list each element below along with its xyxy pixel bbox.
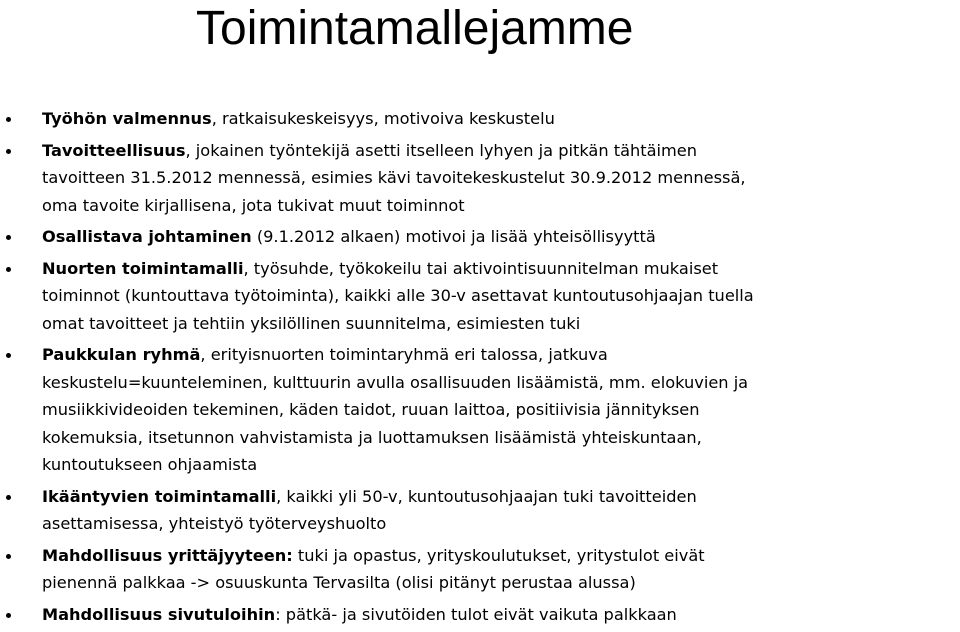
bullet-lead: Mahdollisuus sivutuloihin [42,604,276,624]
bullet-item [0,137,960,220]
bullet-line [42,223,956,251]
bullet-item [0,341,960,479]
bullet-dot-icon [6,117,11,122]
bullet-line: keskustelu=kuunteleminen, kulttuurin avulla osallisuuden lisäämistä, mm. elokuvien ja [42,372,749,392]
bullet-dot-icon [6,149,11,154]
bullet-item [0,255,960,338]
bullet-text: , ratkaisukeskeisyys, motivoiva keskustelu [211,109,555,128]
bullet-line [42,341,956,369]
bullet-text: : pätkä- ja sivutöiden tulot eivät vaikuta palkkaan [275,604,677,624]
slide-title: Toimintamallejamme [196,2,634,55]
bullet-item [0,483,960,538]
bullet-line: tavoitteen 31.5.2012 mennessä, esimies kävi tavoitekeskustelut 30.9.2012 mennessä, [42,168,746,187]
bullet-line: oma tavoite kirjallisena, jota tukivat muut toiminnot [42,195,465,215]
bullet-text: , työsuhde, työkokeilu tai aktivointisuunnitelman mukaiset [243,258,719,278]
bullet-list [0,105,960,632]
bullet-text: , jokainen työntekijä asetti itselleen lyhyen ja pitkän tähtäimen [185,140,698,160]
bullet-item [0,105,960,133]
bullet-line [42,137,956,165]
bullet-line: omat tavoitteet ja tehtiin yksilöllinen suunnitelma, esimiesten tuki [42,313,581,333]
bullet-line: toiminnot (kuntouttava työtoiminta), kaikki alle 30-v asettavat kuntoutusohjaajan tuella [42,286,754,305]
bullet-dot-icon [6,235,11,240]
bullet-lead: Osallistava johtaminen [42,227,252,246]
bullet-item [0,542,960,597]
bullet-dot-icon [6,495,11,500]
bullet-line [42,105,956,133]
bullet-text: tuki ja opastus, yrityskoulutukset, yritystulot eivät [292,545,705,565]
bullet-lead: Mahdollisuus yrittäjyyteen: [42,545,293,565]
bullet-item [0,601,960,629]
bullet-dot-icon [6,267,11,272]
bullet-lead: Nuorten toimintamalli [42,258,244,278]
bullet-text: (9.1.2012 alkaen) motivoi ja lisää yhteisöllisyyttä [251,227,656,246]
bullet-lead: Paukkulan ryhmä [42,345,201,364]
bullet-line [42,483,956,511]
bullet-line: kuntoutukseen ohjaamista [42,455,258,474]
bullet-dot-icon [6,353,11,358]
bullet-dot-icon [6,554,11,559]
bullet-line [42,601,956,629]
bullet-lead: Tavoitteellisuus [42,140,186,160]
bullet-line: pienennä palkkaa -> osuuskunta Tervasilta (olisi pitänyt perustaa alussa) [42,573,636,592]
bullet-line [42,255,956,283]
bullet-lead: Ikääntyvien toimintamalli [42,486,277,506]
bullet-text: , kaikki yli 50-v, kuntoutusohjaajan tuki tavoitteiden [276,486,697,506]
bullet-line [42,542,956,570]
bullet-line: kokemuksia, itsetunnon vahvistamista ja luottamuksen lisäämistä yhteiskuntaan, [42,427,702,447]
bullet-dot-icon [6,613,11,618]
bullet-lead: Työhön valmennus [42,109,212,128]
bullet-line: musiikkivideoiden tekeminen, käden taidot, ruuan laittoa, positiivisia jännityksen [42,400,700,419]
bullet-item [0,223,960,251]
bullet-line: asettamisessa, yhteistyö työterveyshuolto [42,514,387,533]
bullet-text: , erityisnuorten toimintaryhmä eri talossa, jatkuva [200,345,608,364]
